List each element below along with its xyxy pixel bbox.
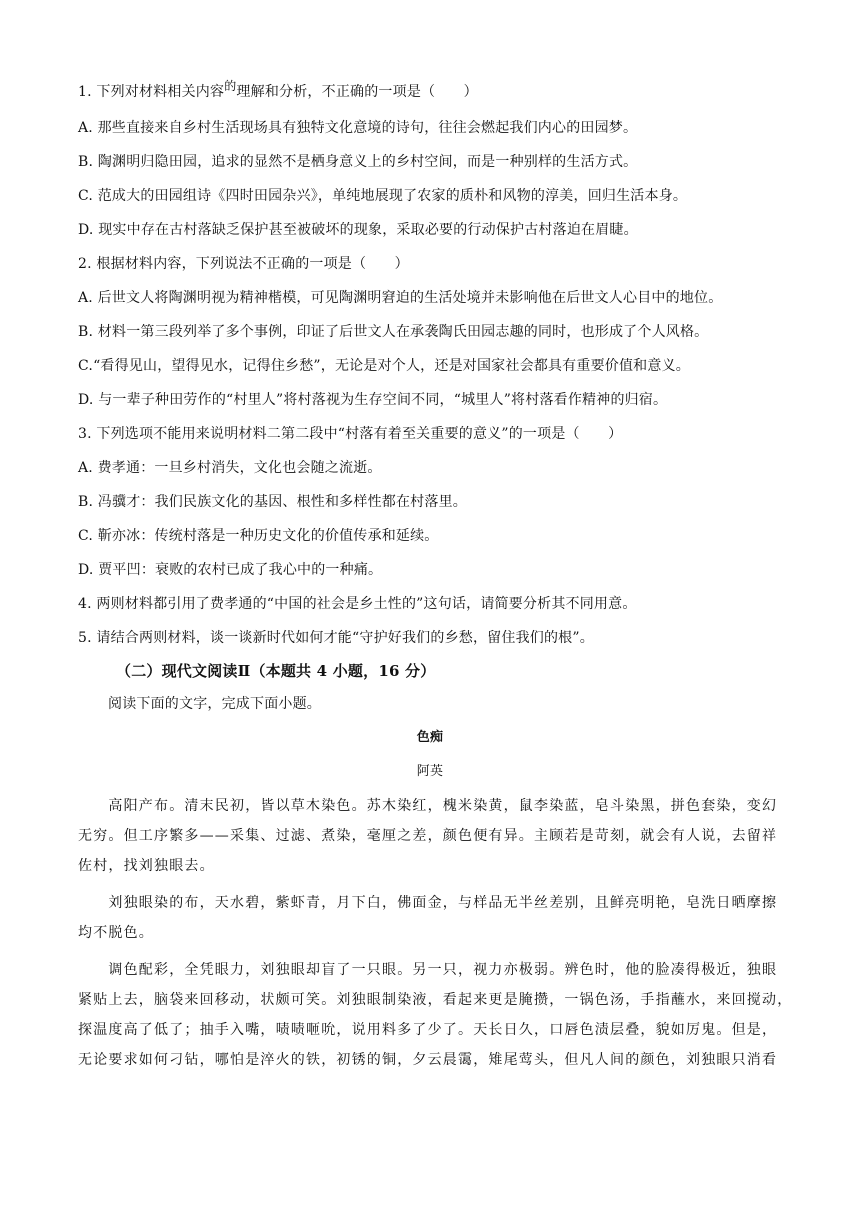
q3-option-d: D. 贾平凹：衰败的农村已成了我心中的一种痛。	[78, 562, 383, 578]
q2-option-c: C.“看得见山，望得见水，记得住乡愁”，无论是对个人，还是对国家社会都具有重要价值和意义。	[78, 358, 690, 374]
story-paragraph-3	[78, 955, 793, 1075]
q1-option-b: B. 陶渊明归隐田园，追求的显然不是栖身意义上的乡村空间，而是一种别样的生活方式。	[78, 154, 638, 170]
paragraph-line: 紧贴上去，脑袋来回移动，状颇可笑。刘独眼制染液，看起来更是腌攒，一锅色汤，手指蘸水，来回搅动，	[78, 992, 793, 1008]
reading-instruction: 阅读下面的文字，完成下面小题。	[108, 696, 321, 712]
paragraph-line: 刘独眼染的布，天水碧，紫虾青，月下白，佛面金，与样品无半丝差别，且鲜亮明艳，皂洗日晒摩擦	[78, 895, 778, 911]
story-author: 阿英	[416, 764, 444, 779]
q3-option-a: A. 费孝通：一旦乡村消失，文化也会随之流逝。	[78, 460, 382, 476]
paragraph-line: 无论要求如何刁钻，哪怕是淬火的铁，初锈的铜，夕云晨霭，雉尾莺头，但凡人间的颜色，刘独眼只消看	[78, 1052, 778, 1068]
section-heading: （二）现代文阅读Ⅱ（本题共 4 小题，16 分）	[116, 662, 436, 680]
question-4: 4. 两则材料都引用了费孝通的“中国的社会是乡土性的”这句话，请简要分析其不同用意。	[78, 596, 637, 612]
story-title: 色痴	[416, 730, 444, 745]
question-5: 5. 请结合两则材料，谈一谈新时代如何才能“守护好我们的乡愁，留住我们的根”。	[78, 630, 594, 646]
q2-option-d: D. 与一辈子种田劳作的“村里人”将村落视为生存空间不同，“城里人”将村落看作精神的归宿。	[78, 392, 668, 408]
q3-option-c: C. 靳亦冰：传统村落是一种历史文化的价值传承和延续。	[78, 528, 439, 544]
paragraph-line: 调色配彩，全凭眼力，刘独眼却盲了一只眼。另一只，视力亦极弱。辨色时，他的脸凑得极近，独眼	[78, 962, 778, 978]
paragraph-line: 高阳产布。清末民初，皆以草木染色。苏木染红，槐米染黄，鼠李染蓝，皂斗染黑，拼色套染，变幻	[78, 798, 778, 814]
paragraph-line: 佐村，找刘独眼去。	[78, 858, 215, 874]
story-paragraph-2	[78, 888, 785, 948]
q1-option-d: D. 现实中存在古村落缺乏保护甚至被破坏的现象，采取必要的行动保护古村落迫在眉睫。	[78, 222, 638, 238]
q2-option-a: A. 后世文人将陶渊明视为精神楷模，可见陶渊明窘迫的生活处境并未影响他在后世文人心目中的地位。	[78, 290, 723, 306]
paragraph-line: 无穷。但工序繁多——采集、过滤、煮染，毫厘之差，颜色便有异。主顾若是苛刻，就会有人说，去留祥	[78, 828, 778, 844]
paragraph-line: 均不脱色。	[78, 925, 154, 941]
q2-option-b: B. 材料一第三段列举了多个事例，印证了后世文人在承袭陶氏田园志趣的同时，也形成了个人风格。	[78, 324, 709, 340]
question-3-stem: 3. 下列选项不能用来说明材料二第二段中“村落有着至关重要的意义”的一项是（ ）	[78, 426, 623, 442]
q1-option-c: C. 范成大的田园组诗《四时田园杂兴》，单纯地展现了农家的质朴和风物的淳美，回归生活本身。	[78, 188, 688, 204]
paragraph-line: 探温度高了低了；抽手入嘴，啧啧咂吮，说用料多了少了。天长日久，口唇色渍层叠，貌如厉鬼。但是，	[78, 1022, 778, 1038]
q1-option-a: A. 那些直接来自乡村生活现场具有独特文化意境的诗句，往往会燃起我们内心的田园梦。	[78, 120, 638, 136]
question-2-stem: 2. 根据材料内容，下列说法不正确的一项是（ ）	[78, 256, 409, 272]
q3-option-b: B. 冯骥才：我们民族文化的基因、根性和多样性都在村落里。	[78, 494, 467, 510]
story-paragraph-1	[78, 791, 785, 881]
question-1-stem: 1. 下列对材料相关内容的理解和分析，不正确的一项是（ ）	[78, 79, 478, 100]
